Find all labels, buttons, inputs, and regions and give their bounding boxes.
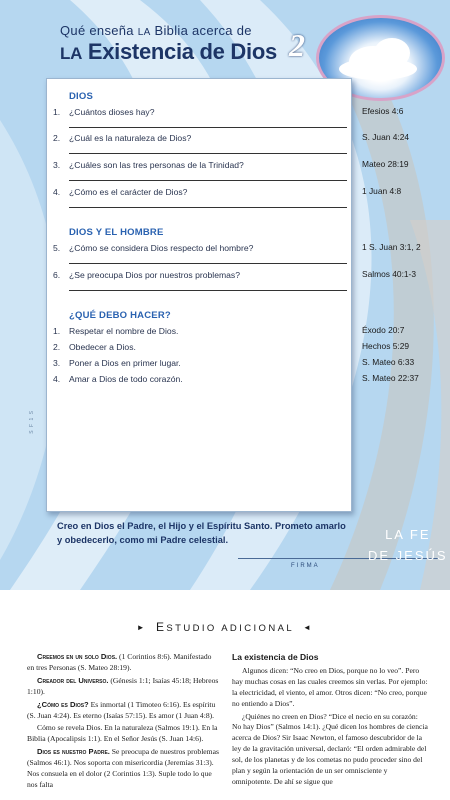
action-text: Respetar el nombre de Dios. <box>69 326 179 336</box>
section-heading-hombre: DIOS Y EL HOMBRE <box>69 227 164 238</box>
question-text: ¿Se preocupa Dios por nuestros problemas? <box>69 270 241 280</box>
questions-card <box>46 78 352 512</box>
lesson-title <box>60 24 277 66</box>
title-kicker-pre: Qué enseña <box>60 23 138 38</box>
additional-study-section <box>0 590 450 800</box>
vertical-mark: S F 1 S <box>29 410 35 434</box>
title-kicker-post: Biblia acerca de <box>150 23 252 38</box>
question-number: 3. <box>53 160 61 170</box>
answer-line[interactable] <box>69 290 347 291</box>
section-heading-hacer: ¿QUÉ DEBO HACER? <box>69 310 171 321</box>
question-number: 4. <box>53 187 61 197</box>
answer-line[interactable] <box>69 263 347 264</box>
study-paragraph <box>27 700 219 722</box>
study-topic: ¿Cómo es Dios? <box>37 699 89 709</box>
study-heading <box>0 620 450 634</box>
action-number: 1. <box>53 326 61 336</box>
study-text: Cómo se revela Dios. En la naturaleza (Salmos 19:1). En la Biblia (Apocalipsis 1:1). En el Señor Jesús (S. Juan 14:6). <box>27 723 218 744</box>
bible-reference: Mateo 28:19 <box>362 159 409 169</box>
brand-mark <box>368 524 448 566</box>
question-text: ¿Cómo es el carácter de Dios? <box>69 187 188 197</box>
question-number: 2. <box>53 133 61 143</box>
study-paragraph <box>27 723 219 745</box>
answer-line[interactable] <box>69 153 347 154</box>
title-main-sc: LA <box>60 44 83 63</box>
study-paragraph <box>27 747 219 791</box>
answer-line[interactable] <box>69 180 347 181</box>
triangle-right-icon: ► <box>136 623 147 632</box>
study-heading-rest: STUDIO ADICIONAL <box>166 623 295 634</box>
study-topic: Creemos en un solo Dios. <box>37 652 118 661</box>
study-paragraph <box>27 676 219 698</box>
question-text: ¿Cuál es la naturaleza de Dios? <box>69 133 192 143</box>
bible-reference: S. Mateo 22:37 <box>362 373 419 383</box>
bible-reference: S. Juan 4:24 <box>362 132 410 142</box>
action-number: 4. <box>53 374 61 384</box>
study-text: Es inmortal (1 Timoteo 6:16). Es espíritu (S. Juan 4:24). Es eterno (Isaías 57:15). Es amor (1 Juan 4:8). <box>27 699 216 720</box>
study-paragraph: Algunos dicen: “No creo en Dios, porque no lo veo”. Pero hay muchas cosas en las cuales creemos sin verlas. Por ejemplo: la electricidad, el viento, el amor. Otros dicen: “No creo, porque no entiendo a Dios”. <box>232 665 428 708</box>
creed-line: y obedecerlo, como mi Padre celestial. <box>57 535 229 545</box>
section-heading-dios: DIOS <box>69 91 94 102</box>
question-number: 6. <box>53 270 61 280</box>
study-column-left <box>27 652 219 793</box>
triangle-left-icon: ◄ <box>303 623 314 632</box>
brand-line: LA FE <box>385 527 431 542</box>
title-kicker-sc: LA <box>137 27 151 38</box>
bible-reference: Hechos 5:29 <box>362 341 410 351</box>
signature-label: FIRMA <box>291 563 320 569</box>
study-text: (Génesis 1:1; Isaías 45:18; Hebreos 1:10). <box>27 675 219 696</box>
study-paragraph: ¿Quiénes no creen en Dios? “Dice el necio en su corazón: No hay Dios” (Salmos 14:1). ¿Qué dicen los hombres de ciencia acerca de Dios? Sir Isaac Newton, el famoso descubridor de la ley de la gravitación universal, declaró: “El orden admirable del sol, de los planetas y de los cometas no pudo proceder sino del plan y según la orientación de un ser omnisciente y omnipotente. De ahí se sigue que <box>232 711 428 786</box>
bible-reference: Efesios 4:6 <box>362 106 404 116</box>
lesson-number: 2 <box>289 27 305 63</box>
question-text: ¿Cuáles son las tres personas de la Trinidad? <box>69 160 244 170</box>
action-text: Amar a Dios de todo corazón. <box>69 374 183 384</box>
study-text: Se preocupa de nuestros problemas (Salmos 46:1). Nos soporta con misericordia (Jeremías 31:3). Nos consuela en el dolor (2 Corintios 1:3). Suple todo lo que nos falta <box>27 747 219 789</box>
study-text: (1 Corintios 8:6). Manifestado en tres Personas (S. Mateo 28:19). <box>27 652 212 672</box>
bible-reference: Éxodo 20:7 <box>362 325 405 335</box>
question-number: 1. <box>53 107 61 117</box>
answer-line[interactable] <box>69 207 347 208</box>
creed-statement <box>57 519 357 547</box>
question-number: 5. <box>53 243 61 253</box>
question-text: ¿Cómo se considera Dios respecto del hombre? <box>69 243 254 253</box>
study-subheading: La existencia de Dios <box>232 652 319 662</box>
study-topic: Creador del Universo. <box>37 675 109 685</box>
study-paragraph <box>27 652 219 674</box>
creed-line: Creo en Dios el Padre, el Hijo y el Espíritu Santo. Prometo amarlo <box>57 521 346 531</box>
action-number: 2. <box>53 342 61 352</box>
answer-line[interactable] <box>69 127 347 128</box>
question-text: ¿Cuántos dioses hay? <box>69 107 155 117</box>
action-text: Poner a Dios en primer lugar. <box>69 358 181 368</box>
study-heading-first: E <box>155 620 167 634</box>
action-text: Obedecer a Dios. <box>69 342 136 352</box>
bible-reference: 1 Juan 4:8 <box>362 186 402 196</box>
bible-reference: 1 S. Juan 3:1, 2 <box>362 242 421 252</box>
bible-reference: S. Mateo 6:33 <box>362 357 415 367</box>
bible-reference: Salmos 40:1-3 <box>362 269 416 279</box>
title-main: Existencia de Dios <box>87 39 277 64</box>
study-topic: Dios es nuestro Padre. <box>37 747 110 757</box>
action-number: 3. <box>53 358 61 368</box>
brand-line: DE JESÚS <box>368 548 448 563</box>
study-column-right <box>232 652 428 790</box>
